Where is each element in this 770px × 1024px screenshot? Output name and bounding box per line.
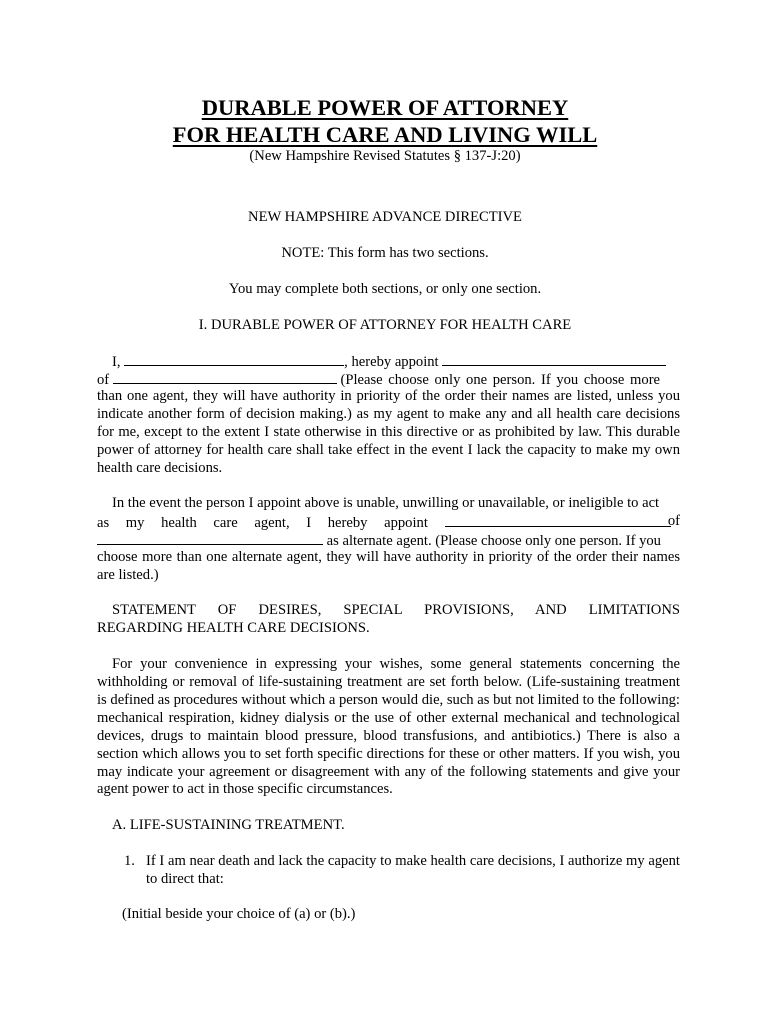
alternate-agent-address-field[interactable] xyxy=(97,531,323,545)
alternate-appoint-label: as my health care agent, I hereby appoint xyxy=(97,515,428,531)
principal-name-field[interactable] xyxy=(124,352,344,366)
statement-heading-line2: REGARDING HEALTH CARE DECISIONS. xyxy=(97,620,370,636)
completion-instruction: You may complete both sections, or only one section. xyxy=(228,281,542,297)
appoint-of-label: of xyxy=(97,372,110,388)
alternate-instruction: as alternate agent. (Please choose only one person. If you xyxy=(326,533,661,549)
agent-name-field[interactable] xyxy=(442,352,666,366)
convenience-first-line: For your convenience in expressing your wishes, some general statements concerning the xyxy=(112,656,680,672)
agent-address-line xyxy=(97,370,680,390)
document-title-line1: DURABLE POWER OF ATTORNEY xyxy=(201,95,569,120)
appointment-line xyxy=(97,352,680,372)
alternate-agent-name-field[interactable] xyxy=(445,513,671,527)
statute-reference: (New Hampshire Revised Statutes § 137-J:20) xyxy=(249,148,521,164)
appoint-i-label: I, xyxy=(112,354,121,370)
appoint-hereby-label: , hereby appoint xyxy=(344,354,439,370)
alternate-agent-address-line xyxy=(97,531,680,551)
alternate-agent-line xyxy=(97,513,680,533)
section-1-heading: I. DURABLE POWER OF ATTORNEY FOR HEALTH CARE xyxy=(198,317,572,333)
item-text: If I am near death and lack the capacity to make health care decisions, I authorize my agent to direct that: xyxy=(146,853,680,887)
appoint-instruction: (Please choose only one person. If you choose more xyxy=(340,372,661,388)
alternate-agent-intro: In the event the person I appoint above is unable, unwilling or unavailable, or ineligible to act xyxy=(112,495,660,511)
initial-instruction: (Initial beside your choice of (a) or (b).) xyxy=(122,906,356,922)
item-number: 1. xyxy=(124,853,135,869)
convenience-paragraph: withholding or removal of life-sustaining treatment are set forth below. (Life-sustaining treatment is defined as procedures without which a person would die, such as but not limited to the following: mechanical respiration, kidney dialysis or the use of other external mechanical and technological devices, drugs to maintain blood pressure, blood transfusions, and antibiotics.) There is also a section which allows you to set forth specific directions for these or other matters. If you wish, you may indicate your agreement or disagreement with any of the following statements and give your agent power to act in those specific circumstances. xyxy=(97,674,680,798)
agent-address-field[interactable] xyxy=(113,370,337,384)
document-title-line2: FOR HEALTH CARE AND LIVING WILL xyxy=(172,122,598,147)
section-a-heading: A. LIFE-SUSTAINING TREATMENT. xyxy=(112,817,345,833)
statement-heading-line1: STATEMENT OF DESIRES, SPECIAL PROVISIONS, AND LIMITATIONS xyxy=(112,602,680,618)
advance-directive-heading: NEW HAMPSHIRE ADVANCE DIRECTIVE xyxy=(248,209,522,225)
form-note: NOTE: This form has two sections. xyxy=(281,245,489,261)
alternate-agent-paragraph: choose more than one alternate agent, they will have authority in priority of the order their names are listed.) xyxy=(97,549,680,583)
appointment-paragraph: than one agent, they will have authority in priority of the order their names are listed, unless you indicate another form of decision making.) as my agent to make any and all health care decisions for me, except to the extent I state otherwise in this directive or as prohibited by law. This durable power of attorney for health care shall take effect in the event I lack the capacity to make my own health care decisions. xyxy=(97,388,680,476)
alternate-of-label: of xyxy=(667,513,680,529)
